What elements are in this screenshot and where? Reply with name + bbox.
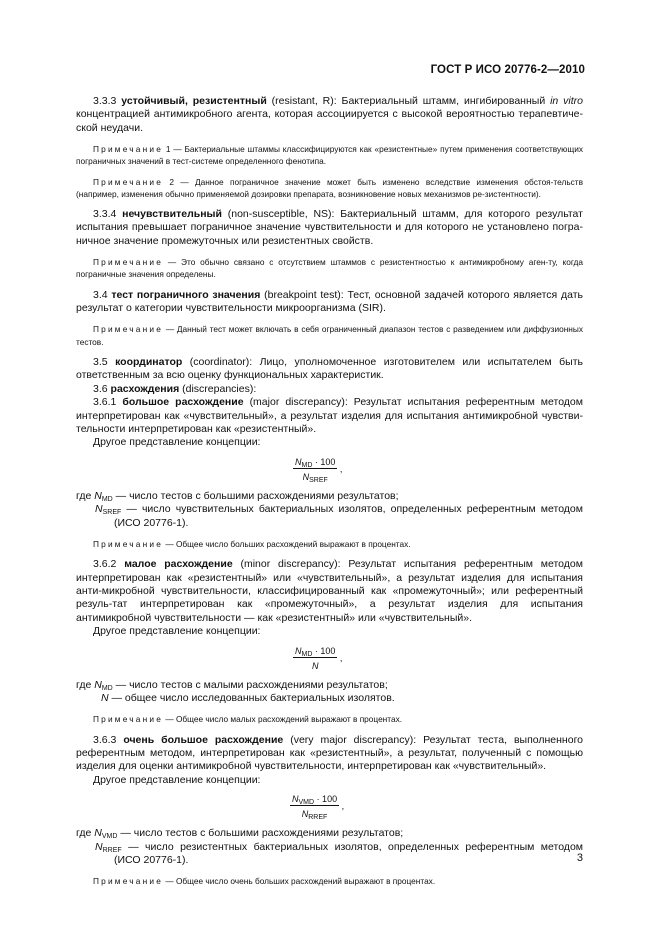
note-label: Примечание xyxy=(93,257,164,268)
symbol-definitions xyxy=(76,827,583,867)
clause-number: 3.4 xyxy=(93,288,108,301)
formula-minor xyxy=(76,641,583,679)
clause-3-6 xyxy=(76,383,583,396)
clause-number: 3.5 xyxy=(93,355,108,368)
symbol-definition: где $N_{MD}$ — число тестов с большими расхождениями результатов; xyxy=(76,489,399,503)
term: устойчивый, резистентный xyxy=(121,95,267,107)
clause-number: 3.6 xyxy=(93,382,108,395)
fraction-numerator: $N_{VMD} \cdot 100$ xyxy=(292,794,338,807)
symbol-definitions xyxy=(76,679,583,706)
definition-text: Тест, основной задачей которого является дать результат о категории чувствительности микроорганизма (SIR). xyxy=(76,288,583,315)
term: большое расхождение xyxy=(122,396,244,409)
fraction-numerator: $N_{MD} \cdot 100$ xyxy=(295,456,336,469)
note-text: — Общее число малых расхождений выражают в процентах. xyxy=(165,714,403,725)
clause-number: 3.3.4 xyxy=(93,208,117,221)
note-label: Примечание xyxy=(93,714,164,725)
clause-number: 3.3.3 xyxy=(93,95,117,107)
definition-text: Результат испытания референтным методом интерпретирован как «чувствительный», а результат изделия для испытания антимикробной чувстви-тельности интерпретирован как «резистентный». xyxy=(76,396,583,435)
term-english: (coordinator): xyxy=(189,355,253,368)
page-content xyxy=(76,95,583,888)
fraction xyxy=(293,645,343,671)
clause-3-6-2 xyxy=(76,558,583,625)
alt-representation: Другое представление концепции: xyxy=(93,773,261,786)
symbol-definition: $N_{SREF}$ — число чувствительных бактериальных изолятов, определенных референтным методом (ИСО 20776-1). xyxy=(95,503,583,529)
clause-3-6-1 xyxy=(76,396,583,436)
alt-representation: Другое представление концепции: xyxy=(93,625,261,638)
note-1 xyxy=(76,143,583,167)
symbol-definition: N — общее число исследованных бактериальных изолятов. xyxy=(101,691,395,704)
symbol-definition: $N_{RREF}$ — число резистентных бактериальных изолятов, определенных референтным методом (ИСО 20776-1). xyxy=(95,840,583,867)
note-label: Примечание xyxy=(93,176,164,187)
definition-text: Бактериальный штамм, ингибированный xyxy=(341,95,546,107)
clause-3-4 xyxy=(76,289,583,316)
term: очень большое расхождение xyxy=(123,733,284,746)
clause-number: 3.6.1 xyxy=(93,396,117,409)
term-english: (minor discrepancy): xyxy=(240,558,341,571)
page-number: 3 xyxy=(576,852,583,864)
note-text: 2 — Данное пограничное значение может быть изменено вследствие изменения обстоя-тельств (например, изменения обычно применяемой дозировки препарата, возникновение новых механизмов ре-зистентности). xyxy=(76,176,583,199)
formula-major xyxy=(76,452,583,490)
alt-representation: Другое представление концепции: xyxy=(93,436,261,449)
note-label: Примечание xyxy=(93,144,164,155)
term: малое расхождение xyxy=(124,558,233,571)
term-english: (resistant, R): xyxy=(271,95,337,107)
fraction xyxy=(290,794,345,822)
symbol-definition: где $N_{MD}$ — число тестов с малыми расхождениями результатов; xyxy=(76,678,388,692)
note-label: Примечание xyxy=(93,324,164,335)
note-text: — Общее число очень больших расхождений выражают в процентах. xyxy=(165,876,436,887)
definition-text: Лицо, уполномоченное изготовителем или испытателем быть ответственным за всю оценку функциональных характеристик. xyxy=(76,355,583,382)
note-5 xyxy=(76,538,583,550)
clause-3-3-3 xyxy=(76,95,583,135)
note-4 xyxy=(76,323,583,347)
note-6 xyxy=(76,713,583,725)
symbol-definition: где $N_{VMD}$ — число тестов с большими расхождениями результатов; xyxy=(76,827,404,841)
clause-3-5 xyxy=(76,356,583,383)
note-2 xyxy=(76,176,583,200)
definition-text: Бактериальный штамм, для которого результат испытания превышает пограничное значение чувствительности и для которого не установлено погра-ничное значение промежуточных или резистентных свойств. xyxy=(76,208,583,247)
definition-text: Результат испытания референтным методом интерпретирован как «резистентный» или «чувствительный», а результат изделия для испытания анти-микробной чувствительности, классифицированный как «промежуточный»; или референтный резуль-тат интерпретирован как «промежуточный», а результат изделия для испытания антимикробной чувствительности — как «резистентный» или «чувствительный». xyxy=(76,558,583,624)
note-text: — Это обычно связано с отсутствием штаммов с резистентностью к антимикробному аген-ту, когда пограничные значения определены. xyxy=(76,257,584,280)
standard-header: ГОСТ Р ИСО 20776-2—2010 xyxy=(430,64,585,76)
definition-text: Результат теста, выполненного референтным методом, интерпретирован как «резистентный», а результат, полученный с помощью изделия для оценки антимикробной чувствительности, интерпретирован как «чувствительный». xyxy=(76,733,584,773)
term: расхождения xyxy=(110,382,180,395)
fraction xyxy=(293,456,343,484)
formula-comma: , xyxy=(341,801,345,812)
term-english: (discrepancies): xyxy=(182,382,257,395)
term: координатор xyxy=(115,355,183,368)
formula-comma: , xyxy=(339,652,343,663)
note-label: Примечание xyxy=(93,876,164,887)
note-text: 1 — Бактериальные штаммы классифицируются как «резистентные» путем применения соответствующих пограничных значений в тест-системе определенного фенотипа. xyxy=(76,144,583,167)
term-english: (very major discrepancy): xyxy=(290,733,417,746)
note-7 xyxy=(76,875,583,887)
symbol-definitions xyxy=(76,490,583,530)
fraction-denominator: $N_{SREF}$ xyxy=(302,471,328,484)
term: нечувствительный xyxy=(122,208,222,221)
term-english: (non-susceptible, NS): xyxy=(227,208,335,221)
note-text: — Общее число больших расхождений выражают в процентах. xyxy=(165,538,411,549)
note-3 xyxy=(76,256,583,280)
fraction-denominator: N xyxy=(311,660,319,671)
formula-comma: , xyxy=(339,463,343,474)
definition-text: концентрацией антимикробного агента, которая ассоциируется с высокой вероятностью терапевтиче-ской неудачи. xyxy=(76,108,583,134)
term-english: (major discrepancy): xyxy=(249,396,348,409)
note-text: — Данный тест может включать в себя ограниченный диапазон тестов с разведением или диффузионных тестов. xyxy=(76,324,583,347)
clause-3-3-4 xyxy=(76,208,583,248)
clause-number: 3.6.2 xyxy=(93,558,117,571)
clause-3-6-3 xyxy=(76,734,583,774)
note-label: Примечание xyxy=(93,538,164,549)
in-vitro: in vitro xyxy=(550,95,583,107)
formula-very-major xyxy=(76,789,583,827)
term-english: (breakpoint test): xyxy=(264,288,344,301)
clause-number: 3.6.3 xyxy=(93,733,117,746)
term: тест пограничного значения xyxy=(111,288,261,301)
fraction-numerator: $N_{MD} \cdot 100$ xyxy=(295,645,336,658)
fraction-denominator: $N_{RREF}$ xyxy=(301,809,328,822)
